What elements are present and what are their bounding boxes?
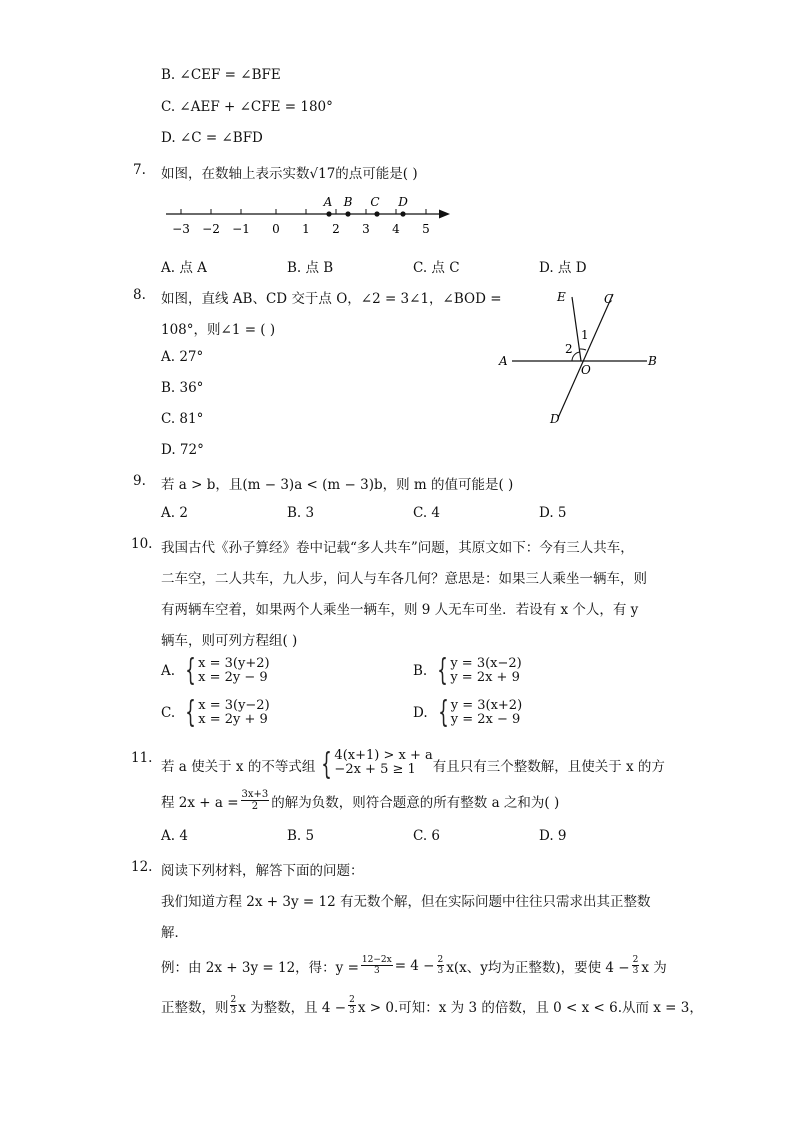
q9-option-c: C. 4 — [413, 505, 441, 521]
q12-frac5-den: 3 — [349, 1006, 355, 1016]
q12-frac1-den: 3 — [373, 966, 380, 976]
q12-frac5-num: 2 — [349, 995, 355, 1005]
brace-icon: { — [321, 747, 333, 782]
q12-line4-a: 例：由 2x + 3y = 12，得：y = — [161, 959, 359, 976]
q7-point-label-b: B — [343, 195, 353, 209]
q12-frac2-num: 2 — [437, 955, 444, 965]
q12-line2: 我们知道方程 2x + 3y = 12 有无数个解，但在实际问题中往往只需求出其正整数 — [161, 894, 651, 910]
q11-line2-pre: 程 2x + a = — [161, 794, 239, 811]
q12-fraction-3 — [632, 955, 640, 976]
q11-ineq1: 4(x+1) > x + a — [334, 748, 433, 763]
q11-option-b: B. 5 — [287, 828, 315, 844]
q12-frac4-den: 3 — [230, 1006, 237, 1016]
q10-option-b-eq2: y = 2x + 9 — [450, 670, 520, 685]
q12-line5 — [161, 995, 703, 1016]
q9-option-b: B. 3 — [287, 505, 315, 521]
q10-option-b-label: B. — [413, 663, 428, 679]
q7-tick-label: −1 — [232, 222, 250, 236]
q8-option-a: A. 27° — [161, 349, 204, 365]
brace-icon: { — [185, 695, 196, 730]
q11-line2-post: 的解为负数，则符合题意的所有整数 a 之和为( ) — [271, 794, 560, 811]
q7-axis-ticks — [181, 209, 426, 214]
brace-icon: { — [437, 653, 449, 688]
q6-option-c: C. ∠AEF + ∠CFE = 180° — [161, 99, 333, 115]
q12-line4-c: x(x、y均为正整数)，要使 4 − — [446, 959, 630, 976]
q8-label-d: D — [550, 412, 560, 426]
q12-fraction-1 — [361, 955, 393, 976]
q10-line1: 我国古代《孙子算经》卷中记载“多人共车”问题，其原文如下：今有三人共车， — [161, 540, 634, 556]
q10-line2: 二车空，二人共车，九人步，问人与车各几何？意思是：如果三人乘坐一辆车，则 — [161, 571, 647, 587]
q11-post: 有且只有三个整数解，且使关于 x 的方 — [432, 759, 665, 775]
q7-point-c — [374, 211, 379, 216]
q8-option-d: D. 72° — [161, 442, 204, 458]
q11-pre: 若 a 使关于 x 的不等式组 — [161, 759, 316, 775]
q7-tick-label: 4 — [392, 222, 400, 236]
q8-label-angle2: 2 — [565, 342, 573, 356]
q7-stem: 如图，在数轴上表示实数√17的点可能是( ) — [161, 166, 418, 182]
q7-option-a: A. 点 A — [161, 260, 207, 276]
q11-frac-num: 3x+3 — [241, 789, 269, 800]
q12-frac4-num: 2 — [230, 995, 237, 1005]
q8-label-angle1: 1 — [581, 328, 589, 342]
q12-frac2-den: 3 — [437, 966, 444, 976]
q11-ineq2: −2x + 5 ≥ 1 — [334, 762, 416, 777]
q12-line5-c: x > 0.可知：x 为 3 的倍数，且 0 < x < 6.从而 x = 3， — [357, 999, 703, 1016]
q9-option-d: D. 5 — [539, 505, 567, 521]
q12-line4-b: = 4 − — [394, 957, 435, 974]
q7-tick-label: −3 — [172, 222, 190, 236]
q7-point-label-a: A — [323, 195, 333, 209]
q12-line5-a: 正整数，则 — [161, 999, 229, 1016]
q12-fraction-4 — [230, 995, 238, 1016]
q7-point-b — [345, 211, 350, 216]
q7-point-label-d: D — [398, 195, 408, 209]
q10-option-a-eq1: x = 3(y+2) — [198, 656, 270, 671]
q8-label-a: A — [499, 354, 508, 368]
q9-stem: 若 a > b，且(m − 3)a < (m − 3)b，则 m 的值可能是( ) — [161, 477, 514, 493]
q8-stem-line2: 108°，则∠1 = ( ) — [161, 322, 276, 338]
q10-number: 10. — [131, 536, 153, 552]
q11-fraction — [241, 789, 270, 812]
q12-line4-d: x 为 — [641, 959, 667, 976]
q11-line2 — [161, 789, 559, 812]
q10-option-c — [161, 695, 270, 730]
q12-frac3-num: 2 — [632, 955, 639, 965]
q8-angle2-arc — [572, 352, 580, 361]
q8-figure — [490, 280, 670, 430]
q12-frac3-den: 3 — [632, 966, 639, 976]
q8-ray-oe — [572, 297, 581, 361]
q8-number: 8. — [133, 287, 146, 303]
q7-tick-label: 5 — [422, 222, 430, 236]
q8-option-b: B. 36° — [161, 380, 204, 396]
q8-angle1-arc — [580, 349, 586, 350]
q7-tick-label: 2 — [332, 222, 340, 236]
q8-label-e: E — [557, 290, 566, 304]
q10-option-a-label: A. — [161, 663, 176, 679]
q7-number: 7. — [133, 162, 146, 178]
q8-line-cd — [558, 294, 613, 418]
q7-tick-label: −2 — [202, 222, 220, 236]
q7-point-d — [400, 211, 405, 216]
q11-number: 11. — [131, 750, 153, 766]
q10-option-b — [413, 653, 522, 688]
q8-label-b: B — [648, 354, 657, 368]
q10-option-a-eq2: x = 2y − 9 — [198, 670, 268, 685]
brace-icon: { — [437, 695, 449, 730]
q10-option-d-eq2: y = 2x − 9 — [450, 712, 521, 727]
q7-tick-label: 0 — [272, 222, 280, 236]
q7-option-d: D. 点 D — [539, 260, 587, 276]
q7-point-a — [326, 211, 331, 216]
q10-option-d-label: D. — [413, 705, 428, 721]
q11-line1 — [161, 747, 665, 782]
q10-option-a — [161, 653, 270, 688]
q8-label-c: C — [604, 292, 614, 306]
q11-option-d: D. 9 — [539, 828, 567, 844]
q12-line4 — [161, 955, 667, 976]
q6-option-d: D. ∠C = ∠BFD — [161, 130, 263, 146]
q6-option-b: B. ∠CEF = ∠BFE — [161, 67, 281, 83]
q10-option-c-eq1: x = 3(y−2) — [198, 698, 270, 713]
brace-icon: { — [185, 653, 196, 688]
q12-line5-b: x 为整数，且 4 − — [238, 999, 347, 1016]
q12-fraction-5 — [348, 995, 356, 1016]
q12-line1: 阅读下列材料，解答下面的问题： — [161, 863, 364, 879]
q8-stem-line1: 如图，直线 AB、CD 交于点 O，∠2 = 3∠1，∠BOD = — [161, 291, 502, 307]
q12-frac1-num: 12−2x — [361, 955, 392, 965]
q8-option-c: C. 81° — [161, 411, 204, 427]
q10-option-d-eq1: y = 3(x+2) — [450, 698, 523, 713]
q12-line3: 解． — [161, 925, 188, 941]
q9-number: 9. — [133, 473, 146, 489]
q10-line3: 有两辆车空着，如果两个人乘坐一辆车，则 9 人无车可坐．若设有 x 个人，有 y — [161, 602, 639, 618]
q7-point-label-c: C — [370, 195, 380, 209]
q7-option-c: C. 点 C — [413, 260, 460, 276]
q7-option-b: B. 点 B — [287, 260, 334, 276]
q7-number-line — [160, 192, 460, 240]
q7-tick-label: 3 — [362, 222, 370, 236]
q11-frac-den: 2 — [251, 801, 259, 812]
q10-option-c-label: C. — [161, 705, 176, 721]
q10-option-d — [413, 695, 523, 730]
q10-option-b-eq1: y = 3(x−2) — [450, 656, 522, 671]
q10-line4: 辆车，则可列方程组( ) — [161, 633, 298, 649]
q8-label-o: O — [581, 363, 591, 377]
q12-number: 12. — [131, 859, 153, 875]
q9-option-a: A. 2 — [161, 505, 188, 521]
q12-fraction-2 — [437, 955, 445, 976]
q7-tick-label: 1 — [302, 222, 310, 236]
q11-option-a: A. 4 — [161, 828, 188, 844]
q10-option-c-eq2: x = 2y + 9 — [198, 712, 268, 727]
q11-option-c: C. 6 — [413, 828, 441, 844]
